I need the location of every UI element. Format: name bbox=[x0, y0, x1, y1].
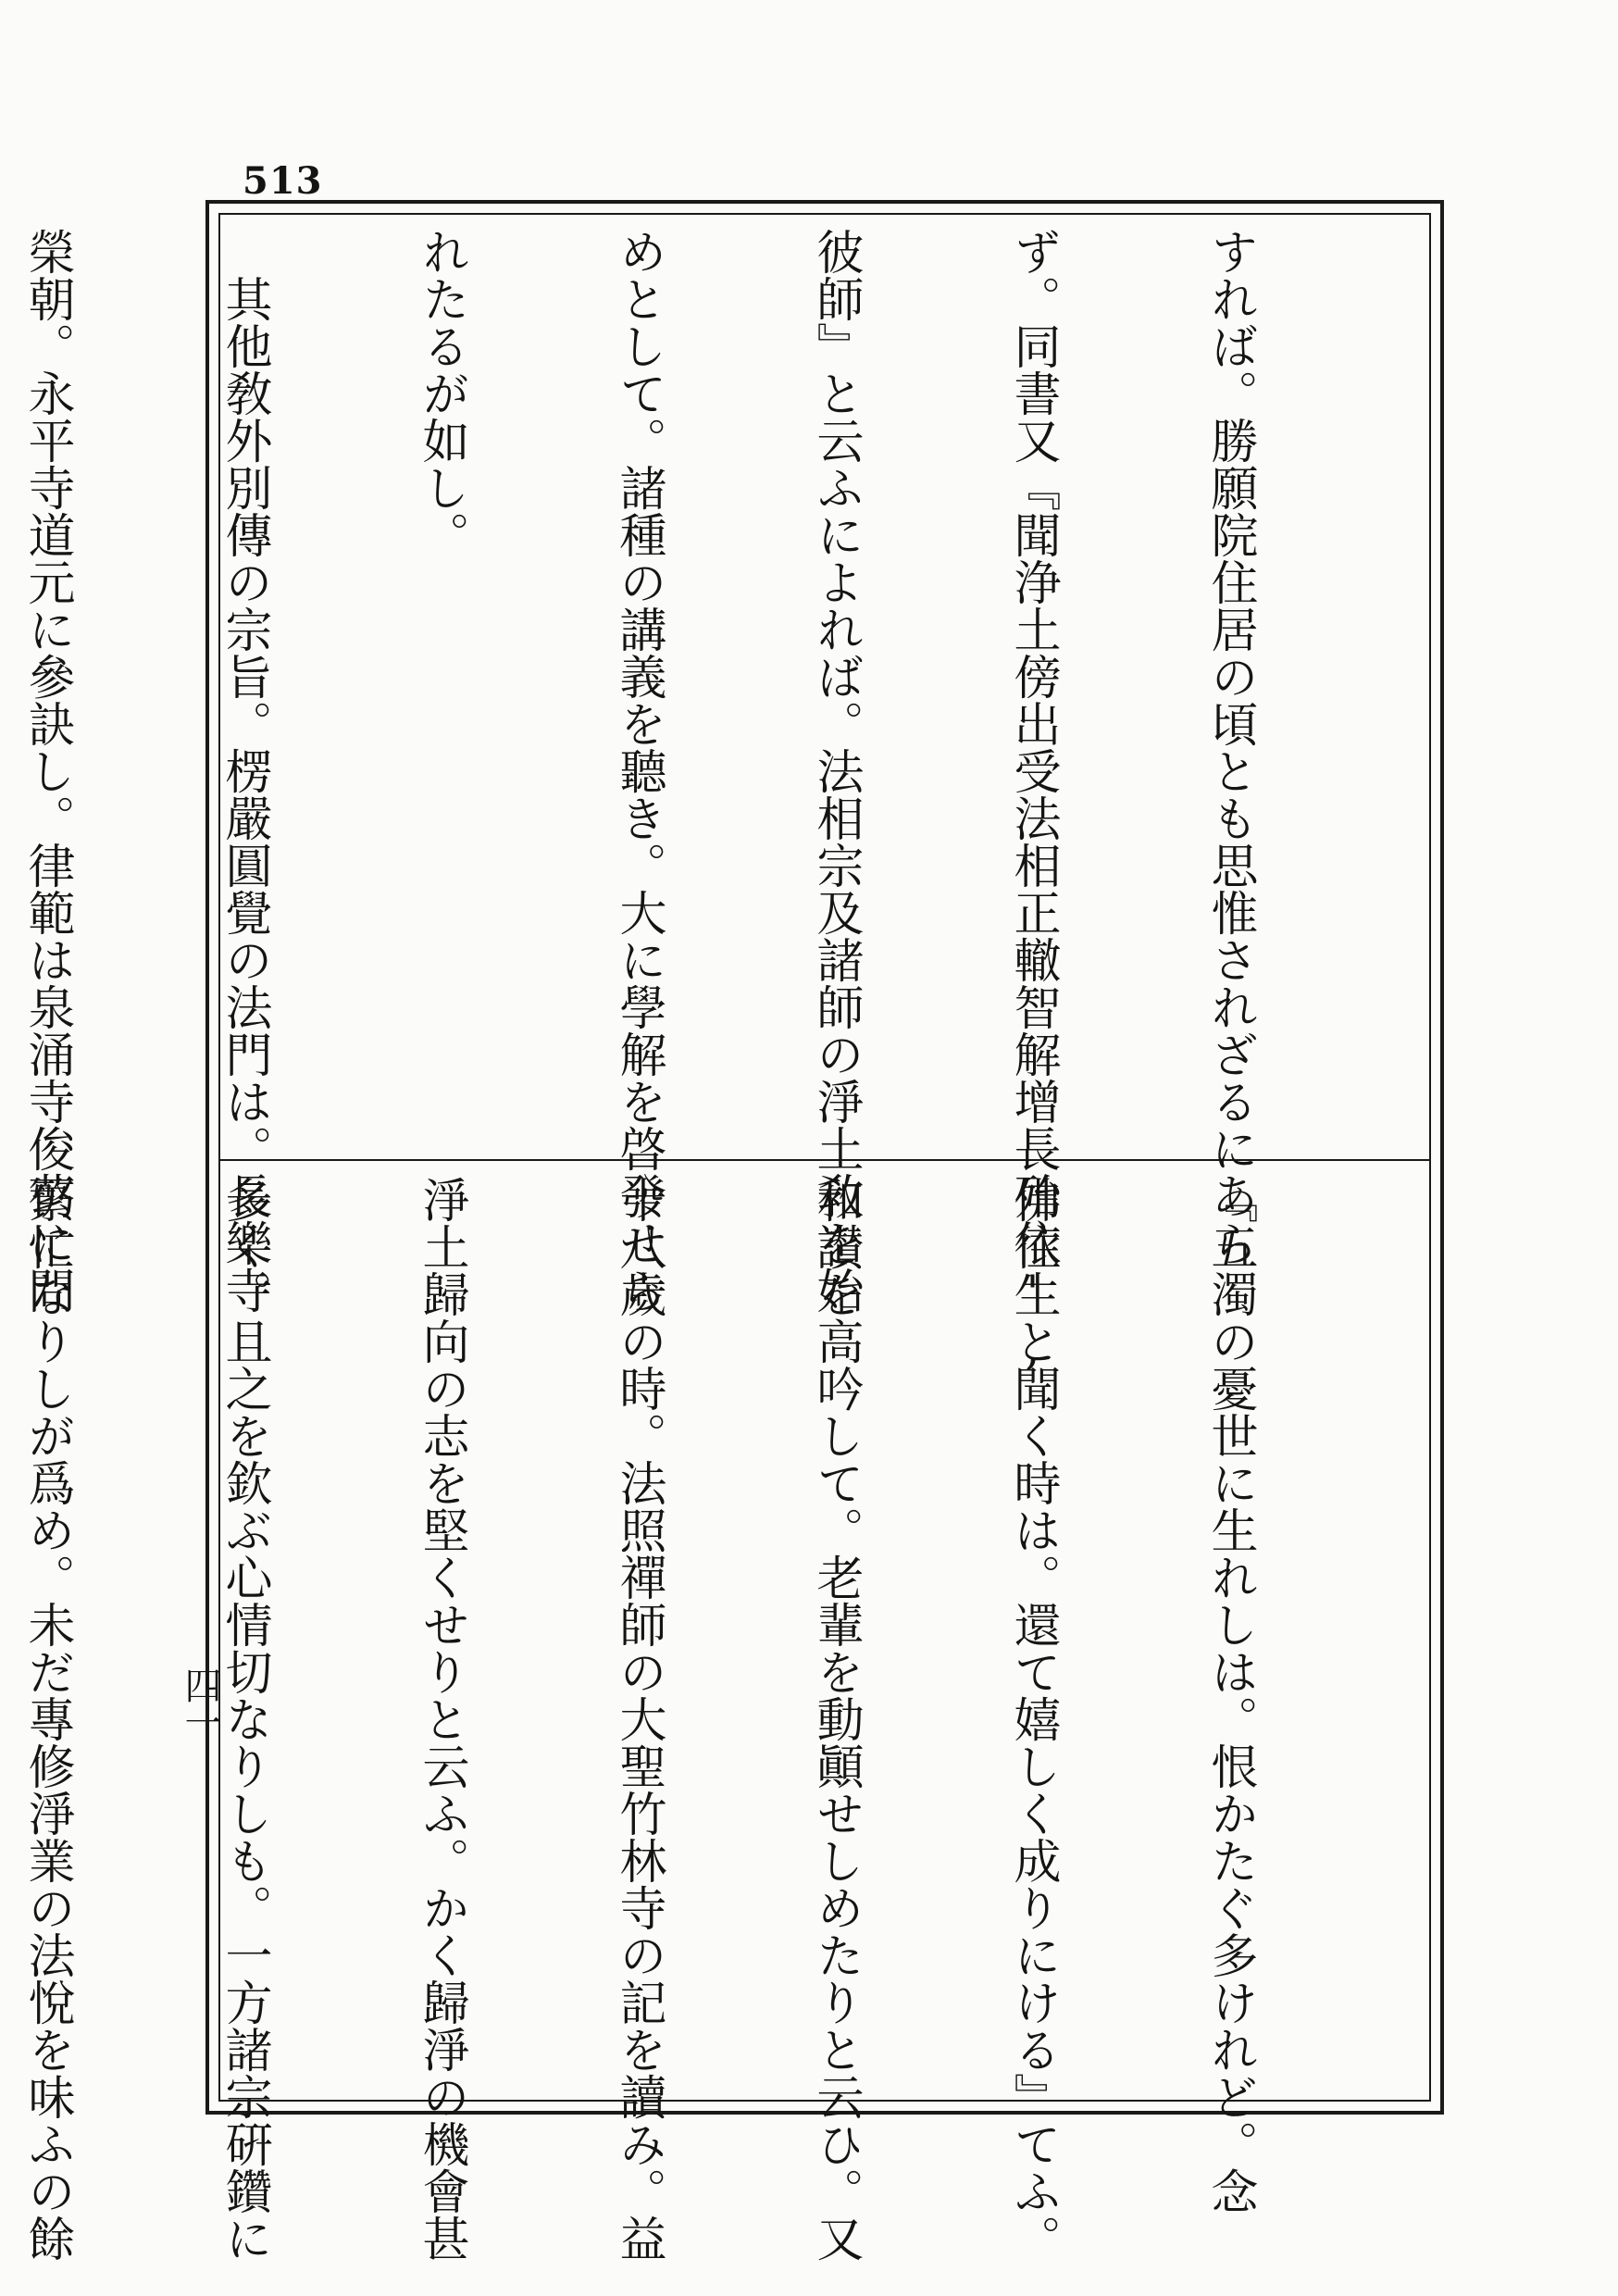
text-line: 繁忙なりしが爲め。未だ專修淨業の法悅を味ふの餘 bbox=[19, 1176, 74, 2262]
top-text-block bbox=[19, 228, 1394, 1376]
text-line: 佛往生と聞く時は。還て嬉しく成りにける』てふ。 bbox=[1005, 1176, 1060, 2262]
page-number: 513 bbox=[243, 159, 323, 203]
text-line: 其他敎外別傳の宗旨。楞嚴圓覺の法門は。長樂寺 bbox=[217, 228, 271, 1314]
text-line: 和讃を高吟して。老輩を動顚せしめたりと云ひ。又 bbox=[808, 1176, 863, 2262]
text-line: めとして。諸種の講義を聽き。大に學解を啓發せら bbox=[611, 228, 666, 1314]
text-line: 十八歲の時。法照禪師の大聖竹林寺の記を讀み。益 bbox=[611, 1176, 666, 2262]
side-page-number: 四一 bbox=[179, 1666, 221, 1741]
text-line: 彼師』と云ふによれば。法相宗及諸師の淨土敎を始 bbox=[808, 228, 863, 1314]
text-line: 榮朝。永平寺道元に參訣し。律範は泉涌寺俊芿に問 bbox=[19, 228, 74, 1314]
text-line: 淨土歸向の志を堅くせりと云ふ。かく歸淨の機會甚 bbox=[414, 1176, 468, 2262]
text-line: すれば。勝願院住居の頃とも思惟されざるにあら bbox=[1202, 228, 1257, 1267]
text-line: 多く。且之を欽ぶ心情切なりしも。一方諸宗硏鑽に bbox=[217, 1176, 271, 2262]
text-line: れたるが如し。 bbox=[414, 228, 468, 558]
text-line: ず。同書又『聞浄土傍出受法相正轍智解增長殆依', bbox=[1005, 228, 1060, 1376]
text-line: 『五濁の憂世に生れしは。恨かたぐ多けれど。念 bbox=[1202, 1176, 1257, 2215]
